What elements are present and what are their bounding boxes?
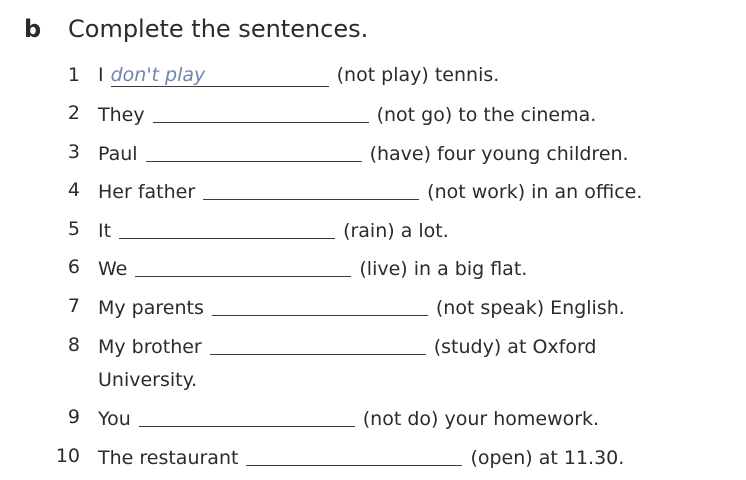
sentence-item xyxy=(98,254,527,282)
item-number: 4 xyxy=(67,179,80,201)
answer-blank[interactable] xyxy=(139,406,355,427)
sentence-end: (rain) a lot. xyxy=(343,220,449,242)
sentence-start: You xyxy=(98,408,131,430)
sentence-item xyxy=(98,177,642,205)
item-number: 1 xyxy=(67,64,80,86)
item-number: 6 xyxy=(67,256,80,278)
sentence-end: (not speak) English. xyxy=(435,297,625,319)
item-number: 8 xyxy=(67,334,80,356)
sentence-start: The restaurant xyxy=(98,447,239,469)
answer-example: don't play xyxy=(111,64,329,87)
sentence-item xyxy=(98,62,499,88)
answer-blank[interactable] xyxy=(153,102,369,123)
sentence-continuation: University. xyxy=(98,369,198,391)
sentence-item xyxy=(98,216,449,244)
item-number: 10 xyxy=(55,445,80,467)
sentence-start: Paul xyxy=(98,143,138,165)
exercise-instruction: Complete the sentences. xyxy=(68,15,369,43)
sentence-start: I xyxy=(98,64,104,86)
sentence-end: (not work) in an office. xyxy=(427,181,643,203)
sentence-end: (have) four young children. xyxy=(369,143,629,165)
sentence-end: (live) in a big flat. xyxy=(359,258,528,280)
sentence-item xyxy=(98,139,629,167)
answer-blank[interactable] xyxy=(146,141,362,162)
answer-blank[interactable] xyxy=(246,445,462,466)
sentence-item xyxy=(98,100,596,128)
sentence-end: (not do) your homework. xyxy=(362,408,600,430)
sentence-start: They xyxy=(98,104,145,126)
item-number: 5 xyxy=(67,218,80,240)
answer-blank[interactable] xyxy=(212,295,428,316)
item-number: 3 xyxy=(67,141,80,163)
sentence-item xyxy=(98,404,599,432)
sentence-item xyxy=(98,293,625,321)
sentence-end: (not play) tennis. xyxy=(336,64,500,86)
sentence-end: (open) at 11.30. xyxy=(470,447,625,469)
sentence-start: We xyxy=(98,258,128,280)
item-number: 7 xyxy=(67,295,80,317)
item-number: 9 xyxy=(67,406,80,428)
answer-blank[interactable] xyxy=(135,256,351,277)
sentence-start: My brother xyxy=(98,336,202,358)
sentence-end: (study) at Oxford xyxy=(433,336,597,358)
answer-blank[interactable] xyxy=(210,334,426,355)
sentence-start: Her father xyxy=(98,181,196,203)
sentence-end: (not go) to the cinema. xyxy=(376,104,597,126)
sentence-item xyxy=(98,443,624,471)
sentence-item xyxy=(98,332,597,360)
answer-blank[interactable] xyxy=(119,218,335,239)
sentence-start: My parents xyxy=(98,297,204,319)
item-number: 2 xyxy=(67,102,80,124)
sentence-start: It xyxy=(98,220,112,242)
answer-blank[interactable] xyxy=(203,179,419,200)
exercise-letter: b xyxy=(24,15,42,43)
